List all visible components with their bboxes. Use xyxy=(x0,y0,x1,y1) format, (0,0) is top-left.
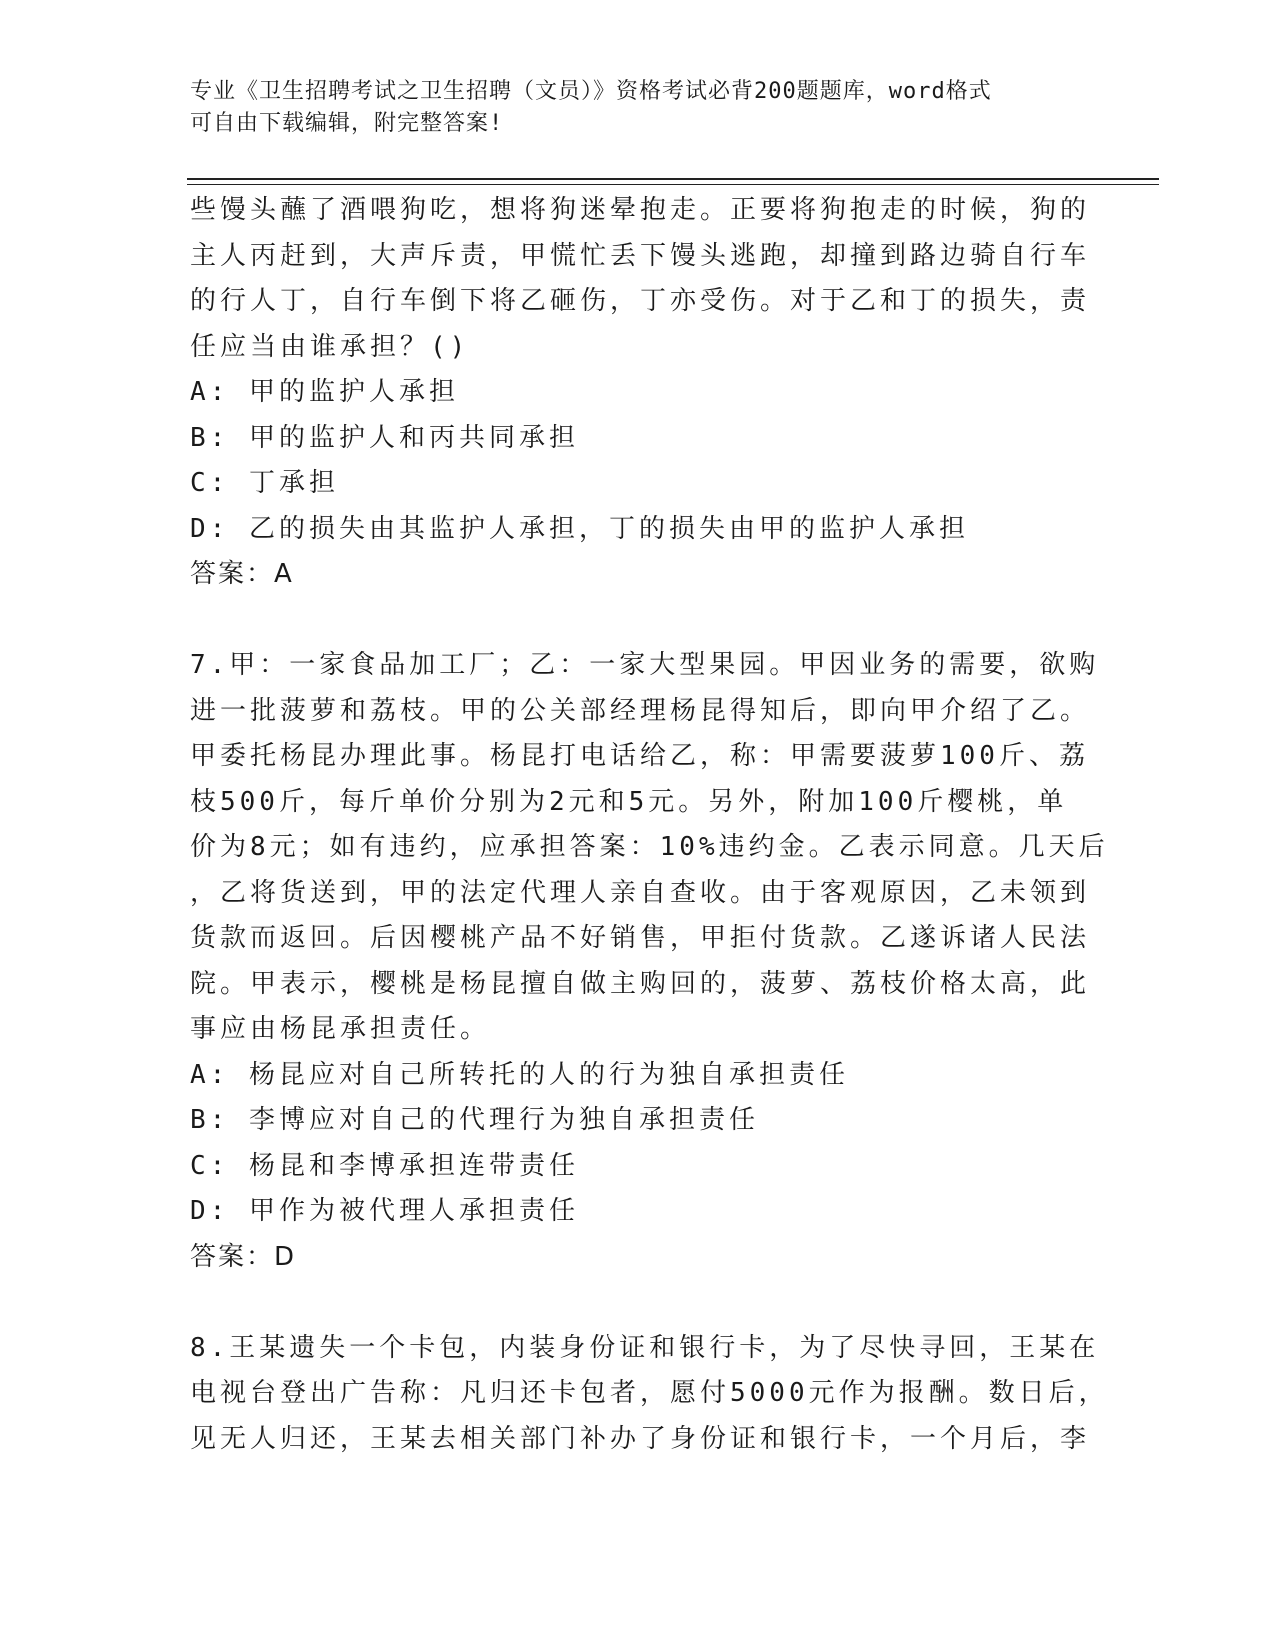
header-rule-thin xyxy=(187,184,1159,185)
question-text-line: 任应当由谁承担？() xyxy=(190,331,470,362)
question-text-line: 事应由杨昆承担责任。 xyxy=(190,1014,491,1044)
header-title-line-2: 可自由下载编辑，附完整答案! xyxy=(190,111,504,136)
question-text-line: 院。甲表示，樱桃是杨昆擅自做主购回的，菠萝、荔枝价格太高，此 xyxy=(190,968,1091,999)
option-c: C: 杨昆和李博承担连带责任 xyxy=(190,1150,579,1181)
header-rule-thick xyxy=(187,178,1159,180)
question-text-line: 主人丙赶到，大声斥责，甲慌忙丢下馒头逃跑，却撞到路边骑自行车 xyxy=(190,240,1091,271)
page-header xyxy=(190,76,1070,140)
question-text-line: 7.甲：一家食品加工厂；乙：一家大型果园。甲因业务的需要，欲购 xyxy=(190,650,1100,680)
question-text-line: 价为8元；如有违约，应承担答案：10%违约金。乙表示同意。几天后 xyxy=(190,832,1109,862)
option-a: A: 杨昆应对自己所转托的人的行为独自承担责任 xyxy=(190,1059,849,1090)
question-6 xyxy=(190,188,1090,598)
answer-label: 答案：D xyxy=(190,1241,297,1272)
answer-label: 答案：A xyxy=(190,559,294,589)
question-8 xyxy=(190,1326,1109,1463)
question-text-line: 货款而返回。后因樱桃产品不好销售，甲拒付货款。乙遂诉诸人民法 xyxy=(190,923,1091,953)
question-text-line: 8.王某遗失一个卡包，内装身份证和银行卡，为了尽快寻回，王某在 xyxy=(190,1332,1100,1363)
question-text-line: 见无人归还，王某去相关部门补办了身份证和银行卡，一个月后，李 xyxy=(190,1423,1091,1454)
question-text-line: 的行人丁，自行车倒下将乙砸伤，丁亦受伤。对于乙和丁的损失，责 xyxy=(190,286,1091,316)
question-text-line: ，乙将货送到，甲的法定代理人亲自查收。由于客观原因，乙未领到 xyxy=(190,877,1091,908)
question-text-line: 甲委托杨昆办理此事。杨昆打电话给乙，称：甲需要菠萝100斤、荔 xyxy=(190,741,1089,771)
option-a: A: 甲的监护人承担 xyxy=(190,377,459,407)
spacer xyxy=(190,1280,1090,1326)
question-text-line: 枝500斤，每斤单价分别为2元和5元。另外，附加100斤樱桃，单 xyxy=(190,786,1068,817)
option-c: C: 丁承担 xyxy=(190,468,339,498)
spacer xyxy=(190,598,1090,644)
question-text-line: 电视台登出广告称：凡归还卡包者，愿付5000元作为报酬。数日后， xyxy=(190,1378,1109,1408)
question-content xyxy=(190,188,1109,1462)
question-text-line: 进一批菠萝和荔枝。甲的公关部经理杨昆得知后，即向甲介绍了乙。 xyxy=(190,695,1091,726)
header-title-line-1: 专业《卫生招聘考试之卫生招聘（文员）》资格考试必背200题题库，word格式 xyxy=(190,79,992,104)
option-d: D: 甲作为被代理人承担责任 xyxy=(190,1196,579,1226)
question-text-line: 些馒头蘸了酒喂狗吃，想将狗迷晕抱走。正要将狗抱走的时候，狗的 xyxy=(190,195,1091,225)
option-b: B: 甲的监护人和丙共同承担 xyxy=(190,422,579,453)
option-d: D: 乙的损失由其监护人承担，丁的损失由甲的监护人承担 xyxy=(190,513,969,544)
question-7 xyxy=(190,643,1109,1280)
option-b: B: 李博应对自己的代理行为独自承担责任 xyxy=(190,1105,759,1135)
